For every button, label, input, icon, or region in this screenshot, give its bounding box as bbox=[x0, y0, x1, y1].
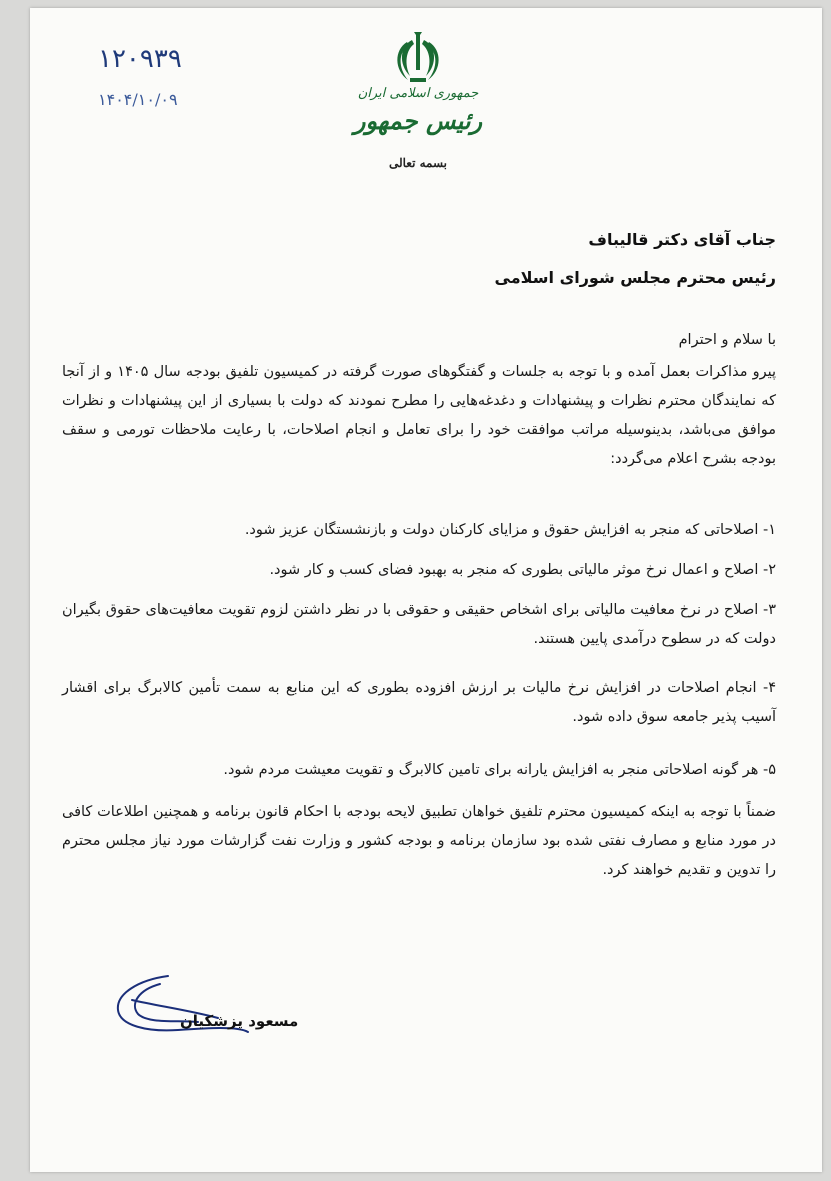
list-item: ۴- انجام اصلاحات در افزایش نرخ مالیات بر ارزش افزوده بطوری که این منابع به سمت تأمین کالابرگ برای اقشار آسیب پذیر جامعه سوق داده شود. bbox=[62, 680, 776, 725]
list-item: ۳- اصلاح در نرخ معافیت مالیاتی برای اشخاص حقیقی و حقوقی با در نظر داشتن لزوم تقویت معافیت‌های حقوق بگیران دولت که در سطوح درآمدی پایین هستند. bbox=[62, 602, 776, 647]
letter-number: ۱۲۰۹۳۹ bbox=[98, 44, 182, 74]
office-title: رئیس جمهور bbox=[353, 106, 483, 135]
letter-page bbox=[30, 8, 822, 1172]
signature-icon bbox=[108, 970, 258, 1050]
letter-date: ۱۴۰۴/۱۰/۰۹ bbox=[98, 90, 178, 109]
addressee-title: رئیس محترم مجلس شورای اسلامی bbox=[494, 268, 776, 287]
list-item: ۵- هر گونه اصلاحاتی منجر به افزایش یارانه برای تامین کالابرگ و تقویت معیشت مردم شود. bbox=[223, 762, 776, 778]
list-item: ۲- اصلاح و اعمال نرخ موثر مالیاتی بطوری که منجر به بهبود فضای کسب و کار شود. bbox=[269, 562, 776, 578]
signer-name: مسعود پزشکیان bbox=[180, 1012, 299, 1030]
bismillah: بسمه تعالی bbox=[388, 156, 448, 170]
emblem-icon bbox=[390, 30, 446, 90]
closing-paragraph: ضمناً با توجه به اینکه کمیسیون محترم تلفیق خواهان تطبیق لایحه بودجه با احکام قانون برنامه و همچنین اطلاعات کافی در مورد منابع و مصارف نفتی شده بود سازمان برنامه و بودجه کشور و وزارت نفت گزارشات مورد نیاز مجلس محترم را تدوین و تقدیم خواهند کرد. bbox=[62, 804, 776, 878]
list-item: ۱- اصلاحاتی که منجر به افزایش حقوق و مزایای کارکنان دولت و بازنشستگان عزیز شود. bbox=[244, 522, 776, 538]
intro-paragraph: پیرو مذاکرات بعمل آمده و با توجه به جلسات و گفتگوهای صورت گرفته در کمیسیون تلفیق بودجه سال ۱۴۰۵ و از آنجا که نمایندگان محترم نظرات و پیشنهادات و دغدغه‌هایی را مطرح نمودند که دولت با بسیاری از این پیشنهادات و نظرات موافق می‌باشد، بدینوسیله مراتب موافقت خود را برای تعامل و انجام اصلاحات، با رعایت ملاحظات تورمی و سقف بودجه بشرح اعلام می‌گردد: bbox=[62, 364, 777, 467]
addressee-name: جناب آقای دکتر قالیباف bbox=[588, 230, 776, 249]
greeting: با سلام و احترام bbox=[678, 332, 776, 348]
country-name: جمهوری اسلامی ایران bbox=[357, 86, 479, 101]
